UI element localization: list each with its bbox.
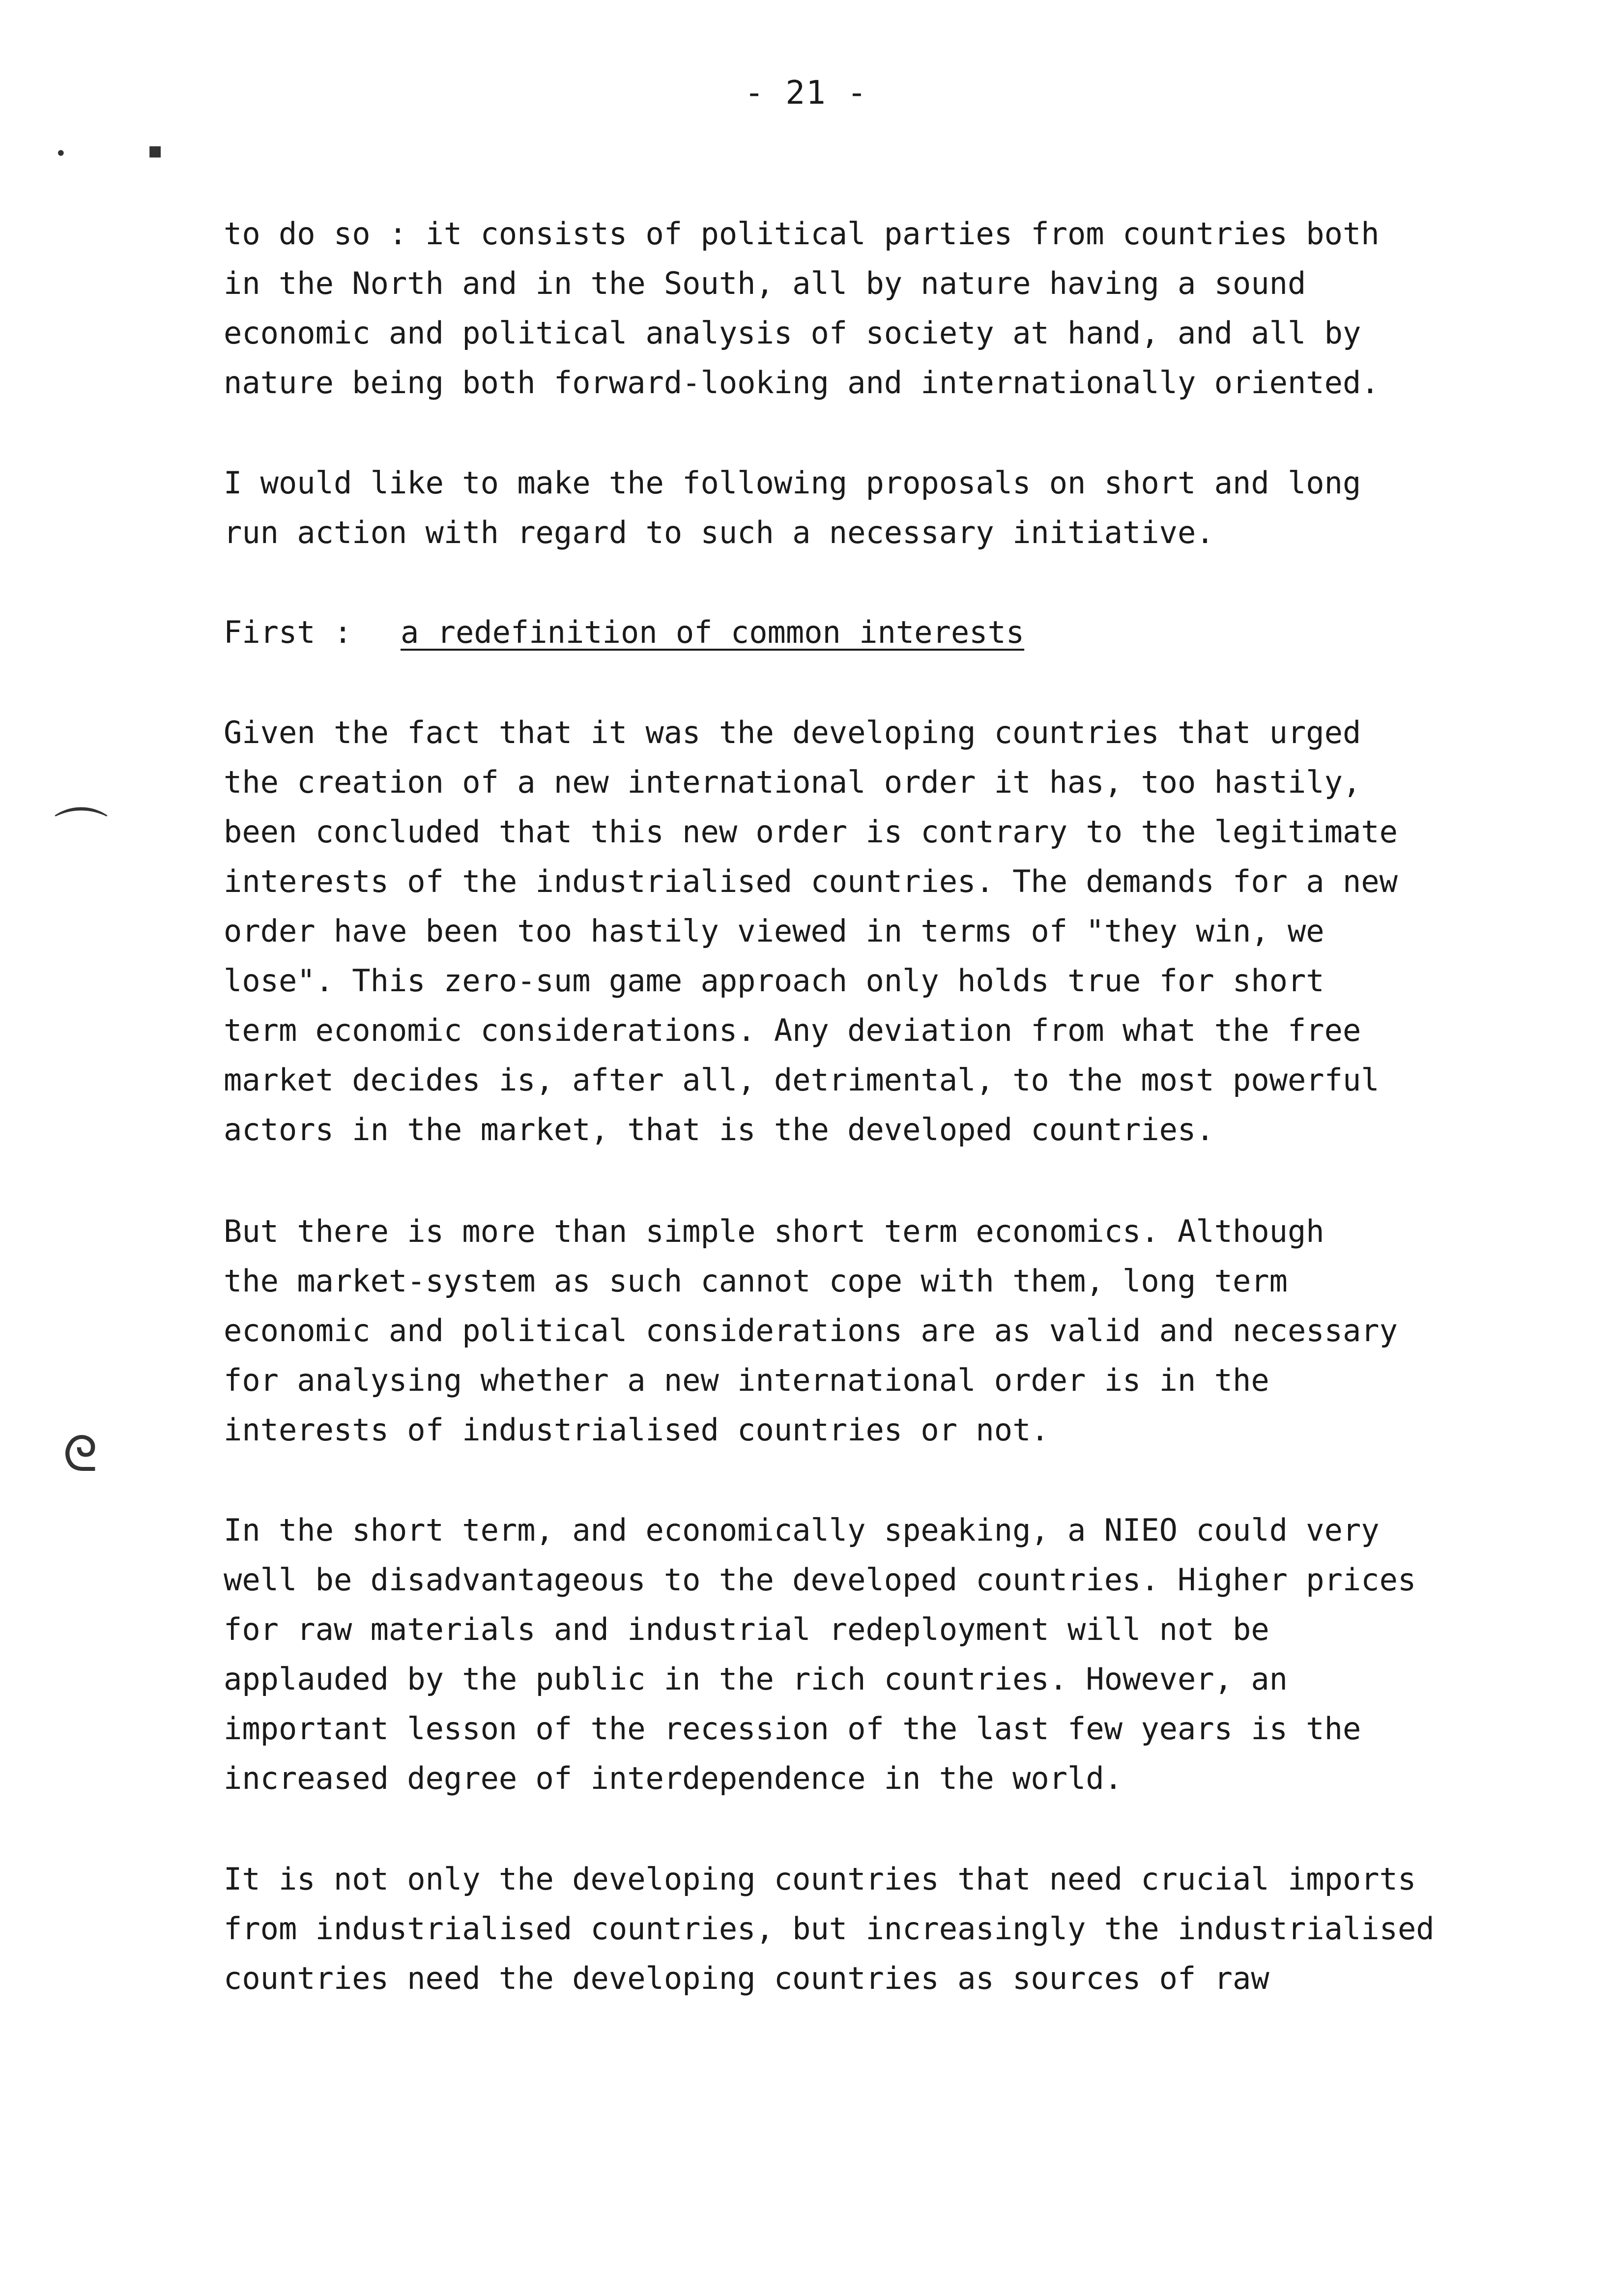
text-line: nature being both forward-looking and internationally oriented. xyxy=(224,365,1380,401)
text-line: In the short term, and economically speaking, a NIEO could very xyxy=(224,1512,1380,1548)
text-line: economic and political considerations are as valid and necessary xyxy=(224,1313,1398,1349)
text-line: term economic considerations. Any deviation from what the free xyxy=(224,1012,1361,1048)
scan-speck-top-left-2: ▪ xyxy=(147,137,163,163)
text-line: applauded by the public in the rich countries. However, an xyxy=(224,1661,1288,1697)
text-line: for raw materials and industrial redeployment will not be xyxy=(224,1611,1269,1647)
text-line: actors in the market, that is the developed countries. xyxy=(224,1112,1214,1148)
paragraph-4 xyxy=(224,1206,1560,1455)
text-line: been concluded that this new order is contrary to the legitimate xyxy=(224,814,1398,850)
text-line: from industrialised countries, but increasingly the industrialised xyxy=(224,1911,1435,1947)
text-line: in the North and in the South, all by nature having a sound xyxy=(224,265,1306,301)
text-line: for analysing whether a new international order is in the xyxy=(224,1362,1269,1398)
text-line: run action with regard to such a necessary initiative. xyxy=(224,515,1214,550)
text-line: important lesson of the recession of the last few years is the xyxy=(224,1711,1361,1747)
text-line: interests of industrialised countries or not. xyxy=(224,1412,1049,1448)
text-line: I would like to make the following proposals on short and long xyxy=(224,465,1361,501)
text-line: It is not only the developing countries that need crucial imports xyxy=(224,1861,1416,1897)
scan-speck-top-left: • xyxy=(55,143,67,165)
margin-mark-1: ⌒ xyxy=(54,803,108,866)
text-line: order have been too hastily viewed in terms of "they win, we xyxy=(224,913,1324,949)
paragraph-3 xyxy=(224,708,1560,1154)
text-line: interests of the industrialised countries. The demands for a new xyxy=(224,863,1398,899)
text-line: to do so : it consists of political parties from countries both xyxy=(224,216,1380,252)
heading-label: First : xyxy=(224,614,352,650)
text-line: Given the fact that it was the developing countries that urged xyxy=(224,715,1361,750)
margin-mark-2: ᘓ xyxy=(63,1425,98,1483)
paragraph-1 xyxy=(224,209,1560,407)
section-heading xyxy=(224,607,1560,657)
paragraph-6 xyxy=(224,1854,1560,2003)
text-line: market decides is, after all, detrimental, to the most powerful xyxy=(224,1062,1380,1098)
paragraph-5 xyxy=(224,1505,1560,1803)
text-line: the market-system as such cannot cope with them, long term xyxy=(224,1263,1288,1299)
page-number: - 21 - xyxy=(744,74,868,112)
text-line: increased degree of interdependence in the world. xyxy=(224,1760,1123,1796)
text-line: lose". This zero-sum game approach only holds true for short xyxy=(224,963,1324,999)
text-line: well be disadvantageous to the developed countries. Higher prices xyxy=(224,1562,1416,1598)
heading-text: a redefinition of common interests xyxy=(401,614,1025,650)
text-line: economic and political analysis of society at hand, and all by xyxy=(224,315,1361,351)
text-line: But there is more than simple short term economics. Although xyxy=(224,1213,1324,1249)
text-line: countries need the developing countries as sources of raw xyxy=(224,1960,1269,1996)
text-line: the creation of a new international order it has, too hastily, xyxy=(224,764,1361,800)
paragraph-2 xyxy=(224,458,1560,557)
